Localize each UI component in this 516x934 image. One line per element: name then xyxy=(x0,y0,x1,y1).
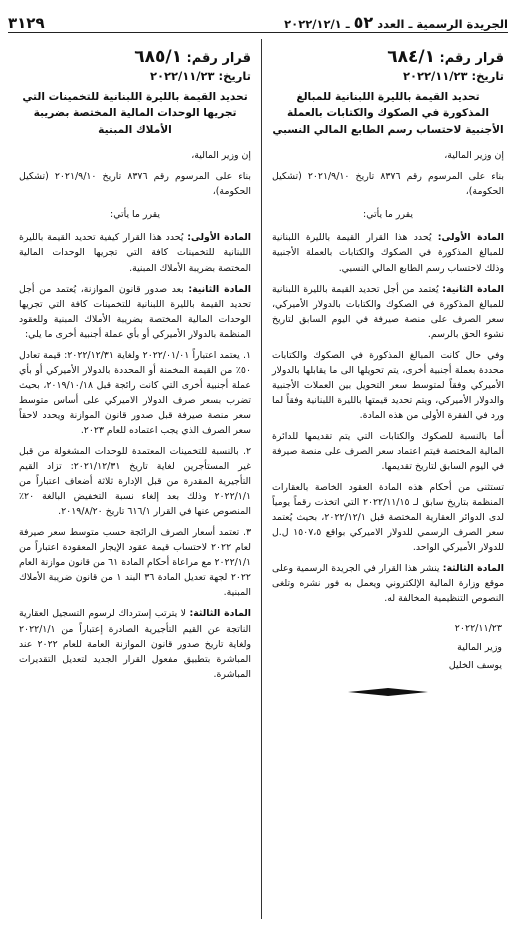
page-number: ٣١٢٩ xyxy=(8,14,45,32)
recital: بناء على المرسوم رقم ٨٣٧٦ تاريخ ٢٠٢١/٩/١٠ (تشكيل الحكومة)، xyxy=(19,171,251,198)
decision-label: قرار رقم: xyxy=(439,51,504,66)
issue-date: ـ ٢٠٢٢/١٢/١ xyxy=(284,17,350,31)
article-3-text: ينشر هذا القرار في الجريدة الرسمية وعلى موقع وزارة المالية الإلكتروني ويعمل به فور نشره وتلغى النصوص التنظيمية المخالفة له. xyxy=(272,563,504,605)
article-3-label: المادة الثالثة: xyxy=(189,608,252,620)
article-3-label: المادة الثالثة: xyxy=(442,563,505,575)
signature-title: وزير المالية xyxy=(457,641,502,653)
decides-line: يقرر ما يأتي: xyxy=(110,209,160,221)
decision-date: ٢٠٢٢/١١/٢٣ xyxy=(402,69,468,83)
column-divider xyxy=(261,39,262,919)
publication-info xyxy=(284,13,508,32)
decision-date-line xyxy=(272,69,504,83)
article-3 xyxy=(272,561,504,606)
article-2-paragraph-c: تستثنى من أحكام هذه المادة العقود الخاصة بالعقارات المنظمة بتاريخ سابق لـ ٢٠٢٢/١١/١٥ التي اتخذت رقماً يومياً لدى الدوائر العقارية المختصة قبل ٢٠٢٢/١٢/١، بحيث يُعتمد سعر الصرف الرسمي للدولار الاميركي بواقع ١٥٠٧،٥ ل.ل للدولار الأميركي الواحد. xyxy=(272,482,505,554)
article-2-paragraph-a: وفي حال كانت المبالغ المذكورة في الصكوك والكتابات محددة بعملة أجنبية أخرى، يتم تحويلها الى ما يقابلها بالدولار الأميركي وفقاً لمتوسط سعر التحويل بين العملات الأجنبية والدولار الأميركي، ويتم تحديد قيمتها بالليرة اللبنانية وفقاً لما ورد في الفقرة الأولى من هذه المادة. xyxy=(272,349,504,421)
date-label: تاريخ: xyxy=(471,69,504,83)
article-2-item-2: ٢. بالنسبة للتخمينات المعتمدة للوحدات المشغولة من قبل غير المستأجرين لغاية تاريخ ٢٠٢١/١٢/٣١: تزاد القيم التأجيرية المقدرة من قبل الإدارة ثلاثة أضعاف اعتباراً من ٢٠٢٢/١/١ وذلك بعد إلغاء نسبة التخفيض البالغة ٢٠٪ المنصوص عنها في القرار ٦١٦/١ تاريخ ٢٠١٩/٨/٢٠. xyxy=(19,446,251,518)
decision-685 xyxy=(15,39,255,919)
decision-number-line xyxy=(19,47,251,67)
article-2-item-1: ١. يعتمد اعتباراً ٢٠٢٢/٠١/٠١ ولغاية ٢٠٢٢/١٢/٣١: قيمة تعادل ٥٠٪ من القيمة المخمنة أو المحددة بالدولار الأميركي أو بأي عملة أجنبية أخرى التي كانت رائجة قبل ٢٠١٩/١٠/١٨، بحيث تضرب بسعر صرف الدولار الاميركي على أساس متوسط سعر منصة صيرفة قبل صدور قانون الموازنة ويحدد لاحقاً سعر الصرف الذي يجب اعتماده للعام ٢٠٢٣. xyxy=(19,349,252,436)
article-3 xyxy=(19,606,251,681)
article-2-label: المادة الثانية: xyxy=(188,283,251,295)
end-of-decision-mark xyxy=(348,687,428,697)
article-2-text: بعد صدور قانون الموازنة، يُعتمد من أجل تحديد القيمة بالليرة اللبنانية للتخمينات كافة التي تجريها الوحدات المالية المختصة بضريبة الأملاك المبنية وللعقود المنظمة بالدولار الأميركي أو بأي عملة أجنبية أخرى ما يلي: xyxy=(19,283,251,340)
opening-line: إن وزير المالية، xyxy=(191,150,251,162)
article-2-paragraph-b: أما بالنسبة للصكوك والكتابات التي يتم تقديمها للدائرة المالية المختصة فيتم اعتماد سعر الصرف على منصة صيرفة في اليوم السابق لتاريخ تقديمها. xyxy=(272,430,504,473)
columns xyxy=(8,39,508,919)
article-3-text: لا يترتب إسترداك لرسوم التسجيل العقارية الناتجة عن القيم التأجيرية الصادرة إعتباراً من ٢٠٢٢/١/١ ولغاية تاريخ صدور قانون الموازنة العامة للعام ٢٠٢٢ عند المباشرة بتطبيق مفعول القرار الجديد لتعديل التقديرات المباشرة. xyxy=(19,608,251,680)
article-2-item-3: ٣. تعتمد أسعار الصرف الرائجة حسب متوسط سعر صيرفة لعام ٢٠٢٢ لاحتساب قيمة عقود الإيجار المعقودة اعتباراً من ٢٠٢٢/١/١ مع مراعاة أحكام المادة ٦١ من قانون موازنة العام ٢٠٢٢ لجهة تعديل المادة ٣٦ البند ١ من قانون ضريبة الأملاك المبنية. xyxy=(19,527,252,599)
decision-title: تحديد القيمة بالليرة اللبنانية للتخمينات التي تجريها الوحدات المالية المختصة بضريبة الأملاك المبنية xyxy=(22,91,248,136)
article-1-text: يُحدد هذا القرار القيمة بالليرة اللبنانية للمبالغ المذكورة في الصكوك والكتابات بالعملة الأجنبية وذلك لاحتساب رسم الطابع المالي النسبي. xyxy=(272,232,504,274)
publication-name: الجريدة الرسمية ـ العدد xyxy=(377,17,508,31)
article-1 xyxy=(19,230,251,275)
article-1-label: المادة الأولى: xyxy=(187,232,251,244)
article-1-text: يُحدد هذا القرار كيفية تحديد القيمة بالليرة اللبنانية للتخمينات كافة التي تجريها الوحدات المالية المختصة بضريبة الأملاك المبنية. xyxy=(19,232,251,274)
recital: بناء على المرسوم رقم ٨٣٧٦ تاريخ ٢٠٢١/٩/١٠ (تشكيل الحكومة)، xyxy=(272,171,504,198)
decision-number: ٦٨٥/١ xyxy=(134,47,182,67)
decision-date-line xyxy=(19,69,251,83)
signature-block xyxy=(272,620,504,674)
signature-date: ٢٠٢٢/١١/٢٣ xyxy=(454,623,502,635)
page-header xyxy=(8,6,508,33)
decides-line: يقرر ما يأتي: xyxy=(363,209,413,221)
decision-684 xyxy=(268,39,508,919)
opening-line: إن وزير المالية، xyxy=(444,150,504,162)
article-1-label: المادة الأولى: xyxy=(437,232,504,244)
article-2-label: المادة الثانية: xyxy=(442,283,505,295)
article-2 xyxy=(19,282,251,342)
decision-date: ٢٠٢٢/١١/٢٣ xyxy=(149,69,215,83)
article-2-text: يُعتمد من أجل تحديد القيمة بالليرة اللبنانية للمبالغ المذكورة في الصكوك والكتابات بالدولار الأميركي، سعر الصرف على منصة صيرفة في اليوم السابق لتاريخ نشوء الحق بالرسم. xyxy=(272,283,504,340)
decision-number-line xyxy=(272,47,504,67)
article-2 xyxy=(272,282,504,342)
issue-number: ٥٢ xyxy=(353,13,374,32)
date-label: تاريخ: xyxy=(218,69,251,83)
decision-number: ٦٨٤/١ xyxy=(387,47,435,67)
decision-title: تحديد القيمة بالليرة اللبنانية للمبالغ المذكورة في الصكوك والكتابات بالعملة الأجنبية لاحتساب رسم الطابع المالي النسبي xyxy=(272,91,504,136)
article-1 xyxy=(272,230,504,275)
signature-name: يوسف الخليل xyxy=(448,659,502,671)
decision-label: قرار رقم: xyxy=(186,51,251,66)
